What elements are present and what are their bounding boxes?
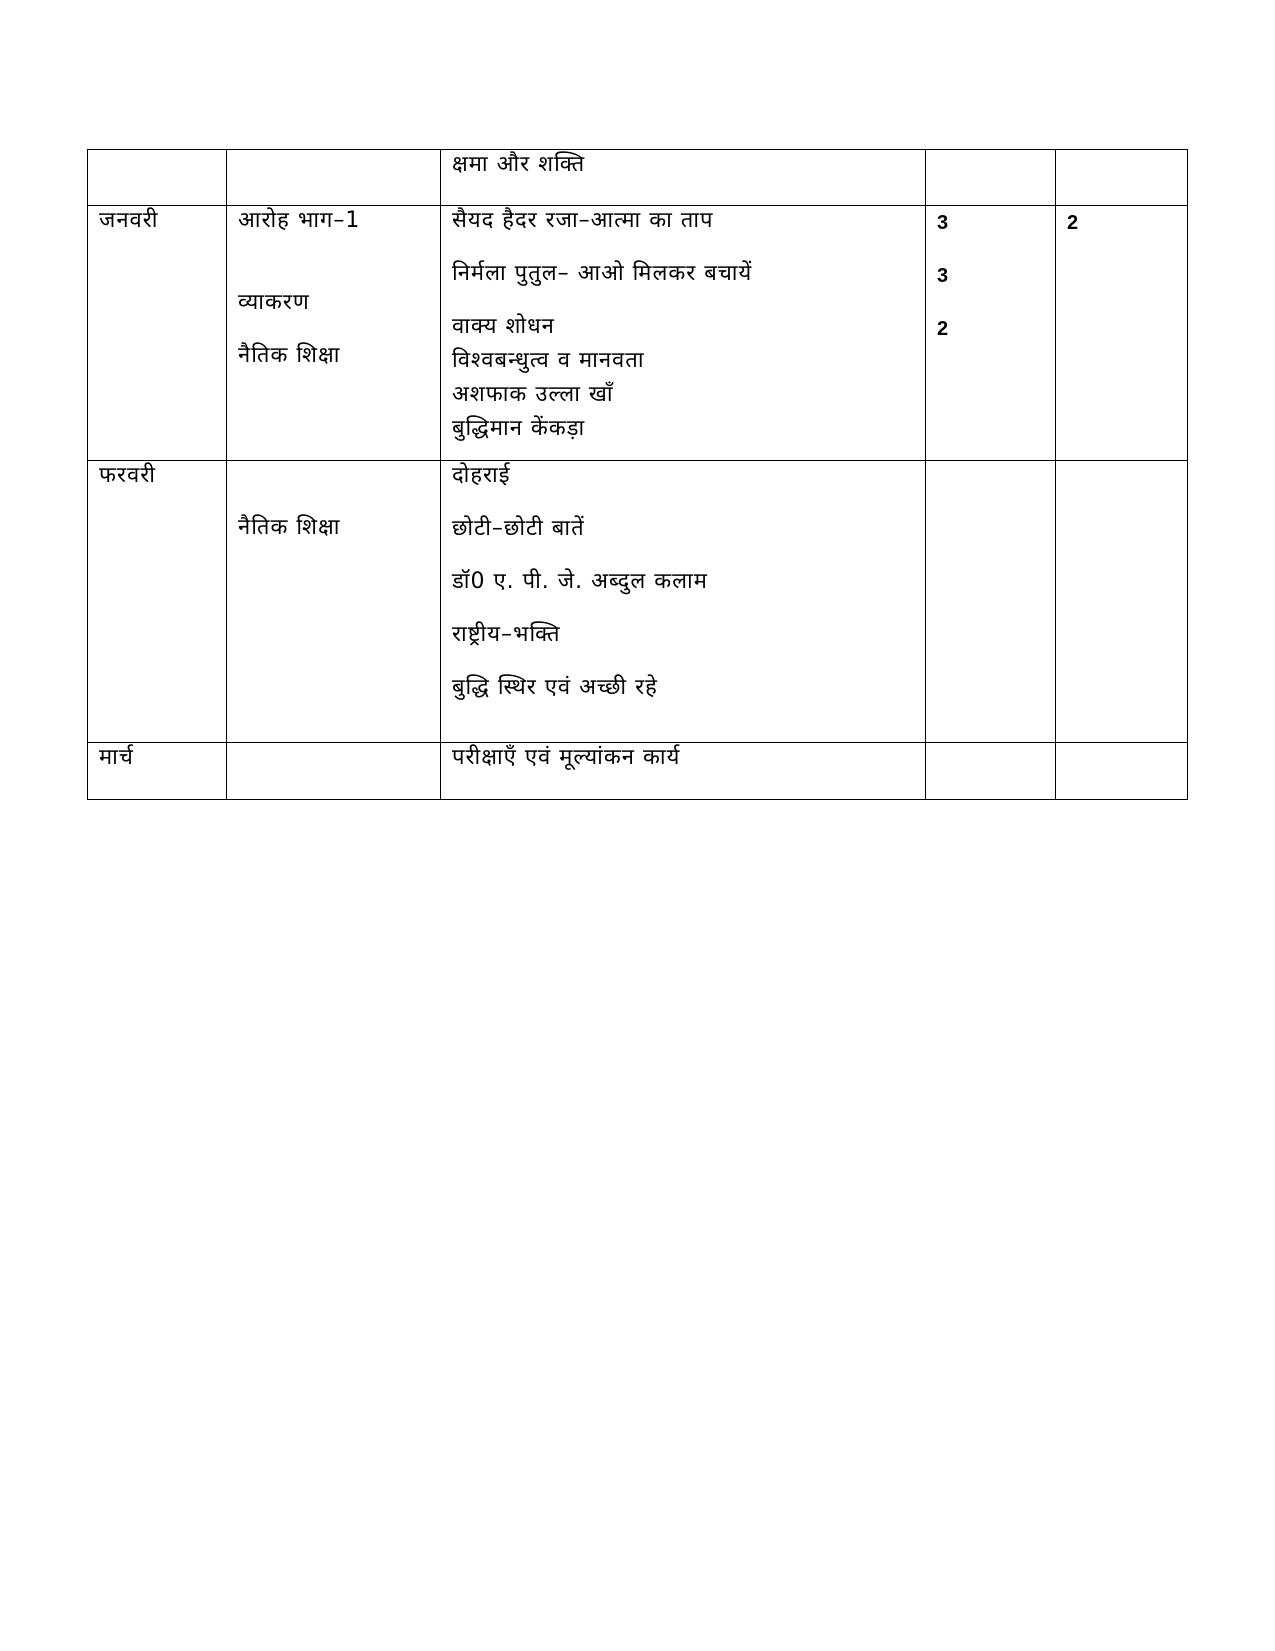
book-cell [227, 206, 441, 461]
table-row [88, 743, 1188, 800]
topic: अशफाक उल्ला खाँ [452, 382, 614, 407]
topic: निर्मला पुतुल– आओ मिलकर बचायें [452, 261, 753, 286]
col5-cell [1056, 150, 1188, 206]
month-cell [88, 150, 227, 206]
month-label: फरवरी [99, 463, 156, 488]
col5-cell [1056, 461, 1188, 743]
table-row [88, 206, 1188, 461]
topics-cell [441, 150, 926, 206]
table-row [88, 150, 1188, 206]
book-label: नैतिक शिक्षा [238, 343, 341, 368]
book-label: आरोह भाग–1 [238, 208, 361, 233]
topic: दोहराई [452, 463, 511, 488]
month-label: मार्च [99, 745, 134, 770]
book-label: व्याकरण [238, 290, 310, 315]
period-value: 2 [937, 318, 949, 340]
periods-cell [926, 150, 1056, 206]
col5-cell [1056, 743, 1188, 800]
topics-cell [441, 206, 926, 461]
table-row [88, 461, 1188, 743]
topic: बुद्धि स्थिर एवं अच्छी रहे [452, 675, 658, 700]
periods-cell [926, 206, 1056, 461]
book-cell [227, 743, 441, 800]
topic: छोटी–छोटी बातें [452, 516, 585, 541]
topic: विश्वबन्धुत्व व मानवता [452, 348, 645, 373]
periods-cell [926, 461, 1056, 743]
topic: परीक्षाएँ एवं मूल्यांकन कार्य [452, 745, 681, 770]
topic: राष्ट्रीय–भक्ति [452, 622, 561, 647]
topics-cell [441, 461, 926, 743]
topic: बुद्धिमान केंकड़ा [452, 416, 586, 441]
topic: वाक्य शोधन [452, 314, 555, 339]
col5-cell [1056, 206, 1188, 461]
period-value: 3 [937, 212, 949, 234]
topic: डॉ0 ए. पी. जे. अब्दुल कलाम [452, 569, 708, 594]
periods-cell [926, 743, 1056, 800]
book-cell [227, 150, 441, 206]
month-label: जनवरी [99, 208, 159, 233]
month-cell [88, 461, 227, 743]
col5-value: 2 [1067, 212, 1079, 234]
book-label: नैतिक शिक्षा [238, 515, 341, 540]
book-cell [227, 461, 441, 743]
syllabus-table [87, 149, 1188, 800]
topics-cell [441, 743, 926, 800]
topic: क्षमा और शक्ति [452, 152, 586, 177]
topic: सैयद हैदर रजा–आत्मा का ताप [452, 208, 714, 233]
period-value: 3 [937, 265, 949, 287]
month-cell [88, 743, 227, 800]
month-cell [88, 206, 227, 461]
